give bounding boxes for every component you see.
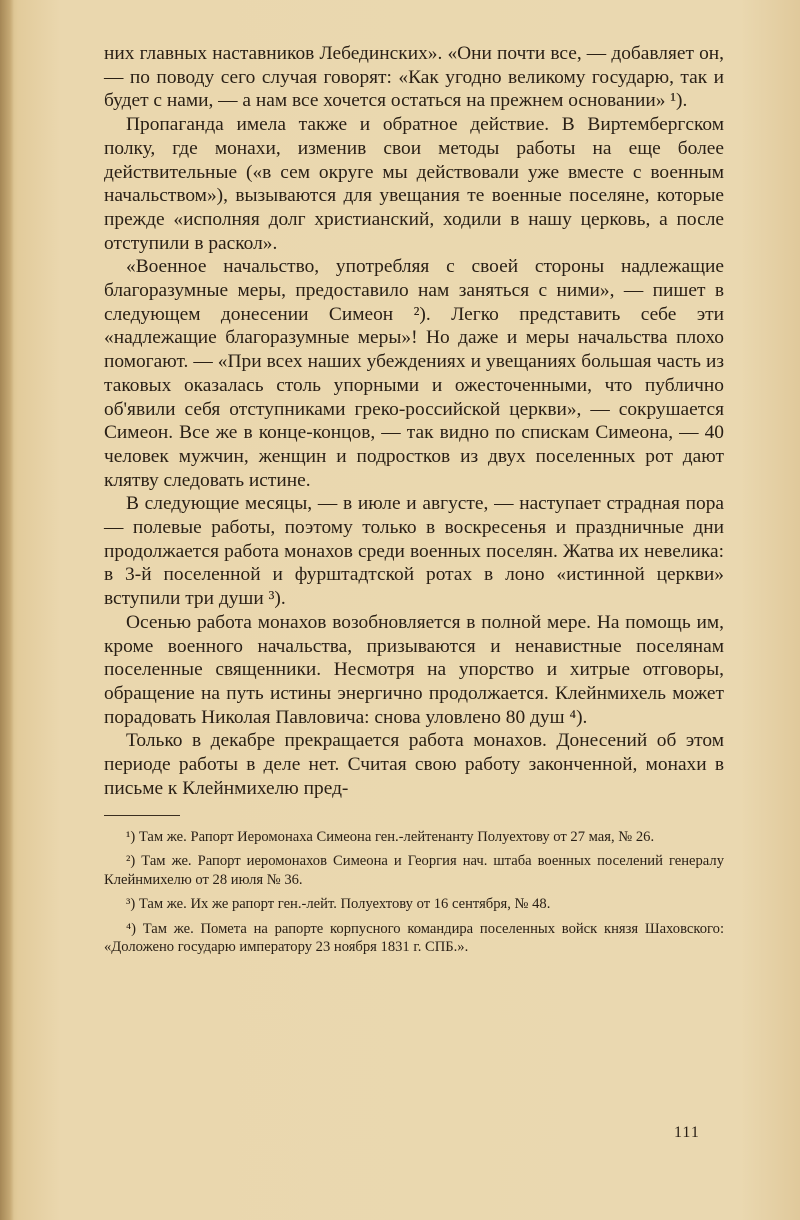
footnote: ²) Там же. Рапорт иеромонахов Симеона и Георгия нач. штаба военных поселений генералу Клейнмихелю от 28 июля № 36.: [104, 853, 724, 888]
footnotes: [104, 828, 724, 958]
paragraph: Только в декабре прекращается работа монахов. Донесений об этом периоде работы в деле нет. Считая свою работу законченной, монахи в письме к Клейнмихелю пред-: [104, 730, 724, 799]
page-text-block: [104, 42, 724, 963]
page-spine-shadow: [0, 0, 14, 1220]
body-text: [104, 42, 724, 801]
page-number: 111: [674, 1124, 700, 1141]
footnote: ⁴) Там же. Помета на рапорте корпусного командира поселенных войск князя Шаховского: «Доложено государю императору 23 ноября 1831 г. СПБ.».: [104, 920, 724, 956]
footnote-separator: [104, 815, 180, 816]
paragraph: них главных наставников Лебединских». «Они почти все, — добавляет он, — по поводу сего случая говорят: «Как угодно великому государю, так и будет с нами, — а нам все хочется остаться на прежнем основании» ¹).: [104, 43, 724, 112]
paragraph: «Военное начальство, употребляя с своей стороны надлежащие благоразумные меры, предоставило нам заняться с ними», — пишет в следующем донесении Симеон ²). Легко представить себе эти «надлежащие благоразумные меры»! Но даже и меры начальства плохо помогают. — «При всех наших убеждениях и увещаниях большая часть из таковых оказалась столь упорными и ожесточенными, что публично об'явили себя отступниками греко-российской церкви», — сокрушается Симеон. Все же в конце-концов, — так видно по спискам Симеона, — 40 человек мужчин, женщин и подростков из двух поселенных рот дают клятву следовать истине.: [104, 256, 724, 491]
footnote: ¹) Там же. Рапорт Иеромонаха Симеона ген.-лейтенанту Полуехтову от 27 мая, № 26.: [126, 828, 655, 845]
footnote: ³) Там же. Их же рапорт ген.-лейт. Полуехтову от 16 сентября, № 48.: [126, 896, 551, 913]
paragraph: Пропаганда имела также и обратное действие. В Виртембергском полку, где монахи, изменив свои методы работы на еще более действительные («в сем округе мы действовали уже вместе с военным начальством»), вызываются для увещания те военные поселяне, которые прежде «исполняя долг христианский, ходили в нашу церковь, а после отступили в раскол».: [104, 114, 724, 254]
paragraph: Осенью работа монахов возобновляется в полной мере. На помощь им, кроме военного начальства, призываются и ненавистные поселянам поселенные священники. Несмотря на упорство и хитрые отговоры, обращение на путь истины энергично продолжается. Клейнмихель может порадовать Николая Павловича: снова уловлено 80 душ ⁴).: [104, 611, 724, 728]
paragraph: В следующие месяцы, — в июле и августе, — наступает страдная пора — полевые работы, поэтому только в воскресенья и праздничные дни продолжается работа монахов среди военных поселян. Жатва их невелика: в 3-й поселенной и фурштадтской ротах в лоно «истинной церкви» вступили три души ³).: [104, 493, 724, 610]
